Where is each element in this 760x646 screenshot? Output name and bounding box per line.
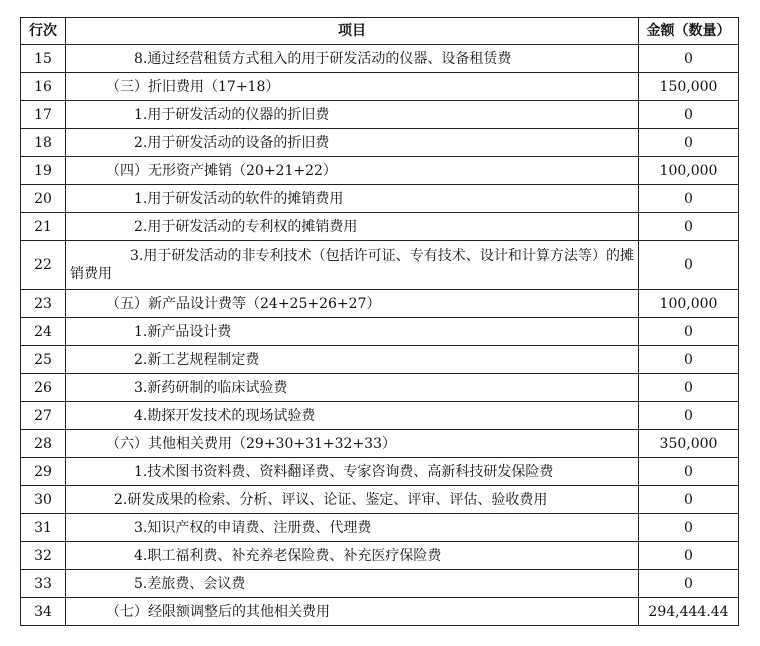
row-amount: 0 bbox=[639, 213, 739, 241]
row-item: 4.职工福利费、补充养老保险费、补充医疗保险费 bbox=[66, 542, 639, 570]
table-row bbox=[21, 241, 739, 290]
row-number: 27 bbox=[21, 402, 66, 430]
row-amount: 294,444.44 bbox=[639, 598, 739, 626]
table-row bbox=[21, 45, 739, 73]
row-number: 18 bbox=[21, 129, 66, 157]
table-row bbox=[21, 598, 739, 626]
row-item: （五）新产品设计费等（24+25+26+27） bbox=[66, 290, 639, 318]
row-number: 24 bbox=[21, 318, 66, 346]
row-number: 25 bbox=[21, 346, 66, 374]
row-amount: 0 bbox=[639, 542, 739, 570]
row-number: 30 bbox=[21, 486, 66, 514]
table-row bbox=[21, 290, 739, 318]
row-amount: 0 bbox=[639, 241, 739, 290]
header-row-number: 行次 bbox=[21, 18, 66, 45]
row-item: 1.技术图书资料费、资料翻译费、专家咨询费、高新科技研发保险费 bbox=[66, 458, 639, 486]
row-item: 3.新药研制的临床试验费 bbox=[66, 374, 639, 402]
row-item: 1.用于研发活动的软件的摊销费用 bbox=[66, 185, 639, 213]
row-number: 16 bbox=[21, 73, 66, 101]
row-amount: 100,000 bbox=[639, 157, 739, 185]
table-row bbox=[21, 430, 739, 458]
row-number: 33 bbox=[21, 570, 66, 598]
row-amount: 0 bbox=[639, 486, 739, 514]
table-header-row bbox=[21, 18, 739, 45]
row-item: 1.新产品设计费 bbox=[66, 318, 639, 346]
table-row bbox=[21, 185, 739, 213]
header-amount: 金额（数量） bbox=[639, 18, 739, 45]
row-amount: 0 bbox=[639, 129, 739, 157]
table-row bbox=[21, 486, 739, 514]
row-item: 3.知识产权的申请费、注册费、代理费 bbox=[66, 514, 639, 542]
rd-expense-table bbox=[20, 17, 739, 626]
row-number: 28 bbox=[21, 430, 66, 458]
row-item: 2.用于研发活动的专利权的摊销费用 bbox=[66, 213, 639, 241]
table-row bbox=[21, 318, 739, 346]
row-amount: 0 bbox=[639, 402, 739, 430]
table-row bbox=[21, 213, 739, 241]
table-row bbox=[21, 458, 739, 486]
row-amount: 0 bbox=[639, 346, 739, 374]
row-item: （六）其他相关费用（29+30+31+32+33） bbox=[66, 430, 639, 458]
header-item: 项目 bbox=[66, 18, 639, 45]
table-row bbox=[21, 374, 739, 402]
row-item-text: 3.用于研发活动的非专利技术（包括许可证、专有技术、设计和计算方法等）的摊销费用 bbox=[70, 248, 634, 282]
row-number: 31 bbox=[21, 514, 66, 542]
row-item: （七）经限额调整后的其他相关费用 bbox=[66, 598, 639, 626]
row-item: （三）折旧费用（17+18） bbox=[66, 73, 639, 101]
row-item: 8.通过经营租赁方式租入的用于研发活动的仪器、设备租赁费 bbox=[66, 45, 639, 73]
row-number: 29 bbox=[21, 458, 66, 486]
row-number: 21 bbox=[21, 213, 66, 241]
row-amount: 100,000 bbox=[639, 290, 739, 318]
row-number: 22 bbox=[21, 241, 66, 290]
row-item bbox=[66, 241, 639, 290]
row-number: 20 bbox=[21, 185, 66, 213]
row-number: 23 bbox=[21, 290, 66, 318]
table-row bbox=[21, 514, 739, 542]
row-amount: 350,000 bbox=[639, 430, 739, 458]
table-row bbox=[21, 570, 739, 598]
table-row bbox=[21, 129, 739, 157]
row-amount: 0 bbox=[639, 570, 739, 598]
row-item: 1.用于研发活动的仪器的折旧费 bbox=[66, 101, 639, 129]
row-number: 26 bbox=[21, 374, 66, 402]
row-amount: 0 bbox=[639, 101, 739, 129]
table-row bbox=[21, 346, 739, 374]
row-amount: 0 bbox=[639, 45, 739, 73]
table-row bbox=[21, 157, 739, 185]
table-row bbox=[21, 402, 739, 430]
row-number: 19 bbox=[21, 157, 66, 185]
row-amount: 0 bbox=[639, 374, 739, 402]
row-number: 17 bbox=[21, 101, 66, 129]
row-number: 15 bbox=[21, 45, 66, 73]
table-row bbox=[21, 542, 739, 570]
row-item: （四）无形资产摊销（20+21+22） bbox=[66, 157, 639, 185]
row-item: 5.差旅费、会议费 bbox=[66, 570, 639, 598]
table-row bbox=[21, 101, 739, 129]
row-item: 2.新工艺规程制定费 bbox=[66, 346, 639, 374]
row-number: 32 bbox=[21, 542, 66, 570]
row-item: 2.用于研发活动的设备的折旧费 bbox=[66, 129, 639, 157]
row-amount: 0 bbox=[639, 318, 739, 346]
row-amount: 0 bbox=[639, 458, 739, 486]
row-item: 4.勘探开发技术的现场试验费 bbox=[66, 402, 639, 430]
row-amount: 150,000 bbox=[639, 73, 739, 101]
row-amount: 0 bbox=[639, 185, 739, 213]
row-item: 2.研发成果的检索、分析、评议、论证、鉴定、评审、评估、验收费用 bbox=[66, 486, 639, 514]
table-row bbox=[21, 73, 739, 101]
row-number: 34 bbox=[21, 598, 66, 626]
expense-table-container bbox=[20, 17, 739, 626]
row-amount: 0 bbox=[639, 514, 739, 542]
